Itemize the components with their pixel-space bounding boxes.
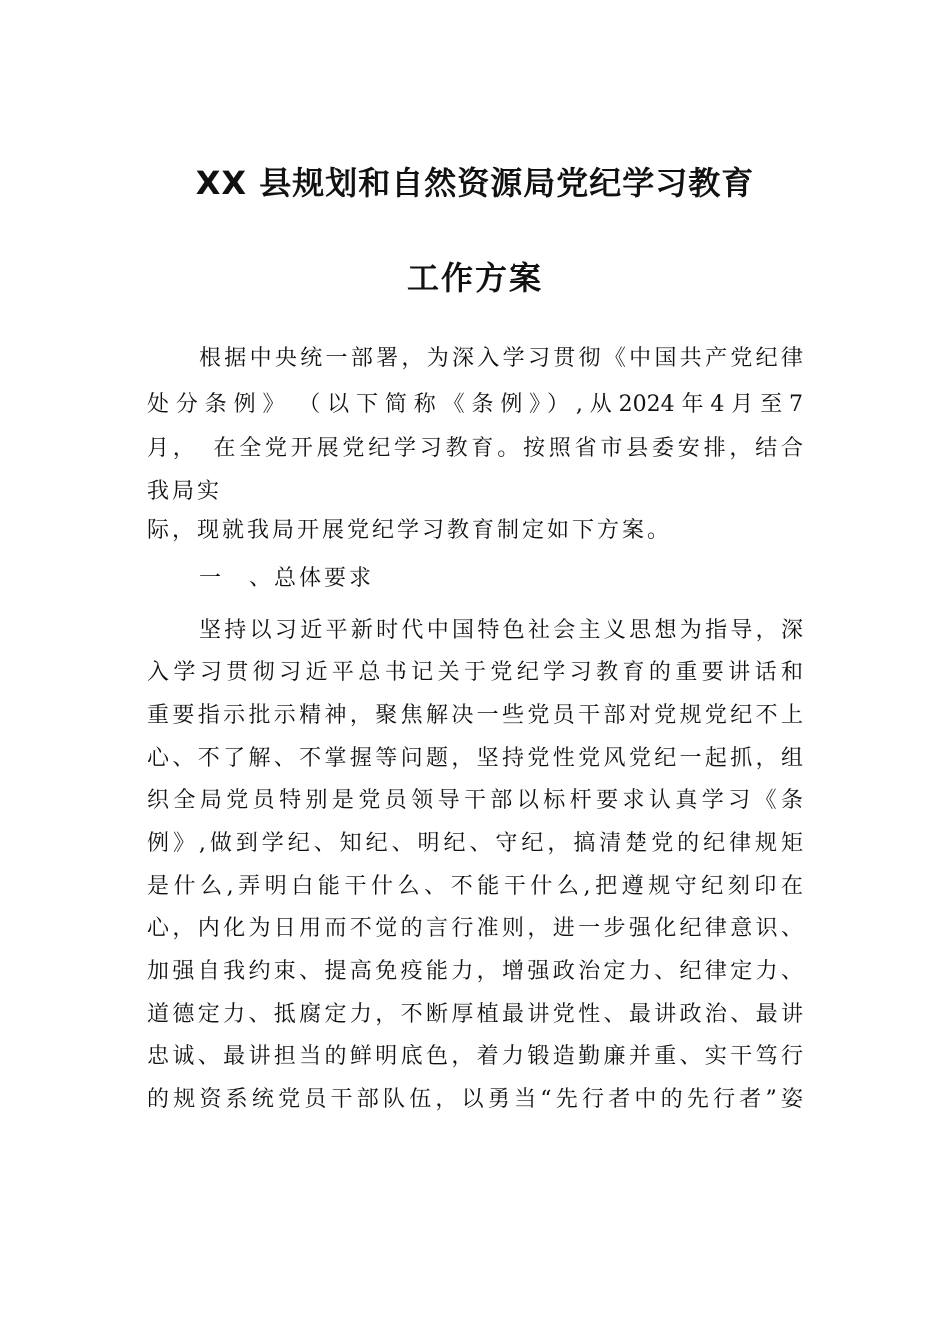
section-1-line-4: 心、不了解、不掌握等问题，坚持党性党风党纪一起抓，组 <box>147 746 803 771</box>
section-1-line-6: 例》,做到学纪、知纪、明纪、守纪，搞清楚党的纪律规矩 <box>147 831 803 856</box>
intro-line-4: 我局实 <box>147 479 223 504</box>
section-1-line-2: 入学习贯彻习近平总书记关于党纪学习教育的重要讲话和 <box>147 660 803 685</box>
section-1-line-8: 心，内化为日用而不觉的言行准则，进一步强化纪律意识、 <box>147 916 803 941</box>
section-1-line-9: 加强自我约束、提高免疫能力，增强政治定力、纪律定力、 <box>147 959 803 984</box>
section-1-line-5: 织全局党员特别是党员领导干部以标杆要求认真学习《条 <box>147 788 803 813</box>
intro-line-5: 际，现就我局开展党纪学习教育制定如下方案。 <box>147 518 673 543</box>
section-1-line-10: 道德定力、抵腐定力，不断厚植最讲党性、最讲政治、最讲 <box>147 1002 803 1027</box>
section-1-line-12: 的规资系统党员干部队伍，以勇当“先行者中的先行者”姿 <box>147 1087 803 1112</box>
section-1-line-11: 忠诚、最讲担当的鲜明底色，着力锻造勤廉并重、实干笃行 <box>147 1044 803 1069</box>
section-1-heading: 一 、总体要求 <box>199 566 375 591</box>
document-title-line-2: 工作方案 <box>406 259 543 297</box>
intro-line-1: 根据中央统一部署，为深入学习贯彻《中国共产党纪律 <box>199 346 803 371</box>
intro-line-2: 处分条例》 （以下简称《条例》）,从2024年4月至7 <box>147 392 803 417</box>
document-title-line-1: XX 县规划和自然资源局党纪学习教育 <box>195 164 755 202</box>
section-1-line-1: 坚持以习近平新时代中国特色社会主义思想为指导，深 <box>199 618 803 643</box>
section-1-line-7: 是什么,弄明白能干什么、不能干什么,把遵规守纪刻印在 <box>147 874 803 899</box>
section-1-line-3: 重要指示批示精神，聚焦解决一些党员干部对党规党纪不上 <box>147 703 803 728</box>
intro-line-3: 月， 在全党开展党纪学习教育。按照省市县委安排，结合 <box>147 436 803 461</box>
